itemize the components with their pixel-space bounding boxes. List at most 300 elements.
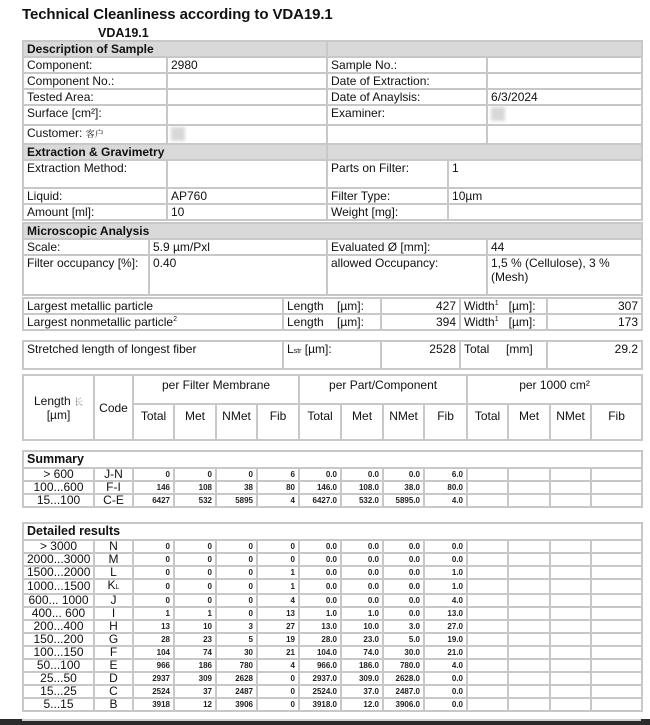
size-range: 50...100 [23,659,94,672]
microscopic-table [22,222,643,296]
part-total: 0.0 [299,540,341,553]
field-label: Weight [mg]: [327,204,448,220]
part-met: 74.0 [341,646,383,659]
lstr-label: Lstr [µm]: [283,341,381,369]
part-nmet: 30.0 [383,646,424,659]
per1000-fib [591,659,642,672]
part-fib: 0.0 [424,685,467,698]
part-met: 0.0 [341,579,383,594]
allowed-occupancy-value: 1,5 % (Cellulose), 3 % (Mesh) [487,255,642,295]
per1000-total [467,540,508,553]
report-title: Technical Cleanliness according to VDA19.1 [22,6,333,23]
filter-nmet: 30 [216,646,257,659]
filter-total: 0 [133,594,174,607]
parts-on-filter-value: 1 [448,160,642,188]
part-fib: 0.0 [424,672,467,685]
subcol-met: Met [508,404,550,440]
particle-row [23,298,642,314]
filter-fib: 0 [257,540,299,553]
field-label: Filter occupancy [%]: [23,255,149,295]
redacted-mark [491,107,505,121]
subcol-met: Met [341,404,383,440]
filter-total: 3918 [133,698,174,711]
size-code: E [94,659,133,672]
width-value: 307 [547,298,642,314]
size-code: M [94,553,133,566]
section-title: Microscopic Analysis [23,223,642,239]
customer-value [167,125,327,145]
part-fib: 0.0 [424,698,467,711]
table-row [23,494,642,507]
per1000-met [508,594,550,607]
bottom-edge [0,719,650,725]
subcol-total: Total [467,404,508,440]
evaluated-diameter-value: 44 [487,239,642,255]
per1000-total [467,620,508,633]
per1000-total [467,566,508,579]
date-extraction-value [487,73,642,89]
filter-met: 186 [174,659,216,672]
per1000-fib [591,566,642,579]
part-met: 0.0 [341,566,383,579]
part-met: 37.0 [341,685,383,698]
per1000-fib [591,553,642,566]
extraction-row [23,160,642,188]
per1000-total [467,659,508,672]
size-code: J [94,594,133,607]
filter-fib: 80 [257,481,299,494]
filter-total: 0 [133,468,174,481]
part-total: 104.0 [299,646,341,659]
part-met: 186.0 [341,659,383,672]
filter-fib: 6 [257,468,299,481]
part-fib: 4.0 [424,659,467,672]
per1000-total [467,607,508,620]
part-met: 10.0 [341,620,383,633]
size-code: L [94,566,133,579]
filter-total: 0 [133,566,174,579]
part-total: 13.0 [299,620,341,633]
part-nmet: 0.0 [383,607,424,620]
part-nmet: 0.0 [383,594,424,607]
filter-met: 0 [174,579,216,594]
per1000-fib [591,620,642,633]
per1000-met [508,579,550,594]
filter-met: 532 [174,494,216,507]
size-range: 2000...3000 [23,553,94,566]
subcol-fib: Fib [257,404,299,440]
per1000-met [508,540,550,553]
size-range: 100...600 [23,481,94,494]
part-fib: 13.0 [424,607,467,620]
per1000-fib [591,594,642,607]
largest-particles-table [22,297,643,331]
size-code: G [94,633,133,646]
total-value: 29.2 [547,341,642,369]
per1000-nmet [550,620,591,633]
part-total: 3918.0 [299,698,341,711]
part-fib: 80.0 [424,481,467,494]
amount-value: 10 [167,204,327,220]
filter-nmet: 0 [216,540,257,553]
part-met: 0.0 [341,540,383,553]
filter-fib: 0 [257,672,299,685]
total-label: Total [mm] [460,341,547,369]
filter-fib: 13 [257,607,299,620]
section-title: Extraction & Gravimetry [23,144,327,160]
filter-total: 28 [133,633,174,646]
subcol-fib: Fib [424,404,467,440]
filter-met: 0 [174,553,216,566]
microscopic-row [23,239,642,255]
part-fib: 1.0 [424,566,467,579]
description-row [23,89,642,105]
per1000-total [467,481,508,494]
per1000-met [508,659,550,672]
per1000-fib [591,646,642,659]
longest-fiber-table [22,340,643,370]
per1000-nmet [550,566,591,579]
filter-total: 966 [133,659,174,672]
part-fib: 1.0 [424,579,467,594]
part-met: 532.0 [341,494,383,507]
per1000-fib [591,607,642,620]
code-column-header: Code [94,375,133,440]
size-range: 150...200 [23,633,94,646]
description-section-header [23,41,642,57]
filter-met: 0 [174,540,216,553]
per1000-met [508,607,550,620]
field-label: Component No.: [23,73,167,89]
per1000-nmet [550,494,591,507]
part-met: 0.0 [341,553,383,566]
liquid-value: AP760 [167,188,327,204]
subcol-fib: Fib [591,404,642,440]
fiber-label: Stretched length of longest fiber [23,341,283,369]
table-row [23,607,642,620]
width-label: Width$^1$ [µm]: [460,298,547,314]
length-label: Length [µm]: [283,314,381,330]
part-nmet: 5895.0 [383,494,424,507]
subcol-nmet: NMet [383,404,424,440]
extraction-section-header [23,144,642,160]
part-fib: 6.0 [424,468,467,481]
size-code: F [94,646,133,659]
table-row [23,579,642,594]
filter-total: 1 [133,607,174,620]
filter-nmet: 0 [216,553,257,566]
length-column-header: Length 长 [µm] [23,375,94,440]
width-value: 173 [547,314,642,330]
filter-nmet: 0 [216,566,257,579]
results-header-table [22,374,643,441]
table-row [23,620,642,633]
table-row [23,566,642,579]
part-met: 0.0 [341,594,383,607]
field-label: Examiner: [327,105,487,125]
per1000-fib [591,685,642,698]
per1000-met [508,566,550,579]
filter-fib: 21 [257,646,299,659]
per1000-nmet [550,607,591,620]
size-range: 1000...1500 [23,579,94,594]
weight-value [448,204,642,220]
filter-nmet: 0 [216,594,257,607]
per1000-nmet [550,468,591,481]
subcol-nmet: NMet [550,404,591,440]
part-nmet: 3.0 [383,620,424,633]
per1000-met [508,646,550,659]
filter-fib: 1 [257,566,299,579]
size-range: 600... 1000 [23,594,94,607]
table-row [23,594,642,607]
filter-met: 10 [174,620,216,633]
field-label: Component: [23,57,167,73]
part-total: 6427.0 [299,494,341,507]
filter-nmet: 0 [216,607,257,620]
table-row [23,672,642,685]
per1000-met [508,468,550,481]
part-nmet: 3906.0 [383,698,424,711]
per1000-fib [591,633,642,646]
per1000-nmet [550,633,591,646]
part-met: 23.0 [341,633,383,646]
per1000-total [467,685,508,698]
filter-met: 0 [174,566,216,579]
size-range: > 3000 [23,540,94,553]
size-code: H [94,620,133,633]
per1000-fib [591,494,642,507]
part-nmet: 2487.0 [383,685,424,698]
table-row [23,659,642,672]
filter-total: 2937 [133,672,174,685]
subcol-nmet: NMet [216,404,257,440]
field-label: Amount [ml]: [23,204,167,220]
field-label: allowed Occupancy: [327,255,487,295]
subcol-total: Total [133,404,174,440]
length-value: 394 [381,314,460,330]
filter-fib: 1 [257,579,299,594]
description-row [23,105,642,125]
subcol-total: Total [299,404,341,440]
table-row [23,633,642,646]
summary-rows [23,468,642,507]
description-row [23,57,642,73]
surface-value [167,105,327,125]
section-title: Summary [23,451,642,468]
per1000-total [467,672,508,685]
field-label: Customer: 客户 [23,125,167,145]
field-label: Sample No.: [327,57,487,73]
per1000-met [508,494,550,507]
lstr-value: 2528 [381,341,460,369]
detailed-rows [23,540,642,711]
filter-type-value: 10µm [448,188,642,204]
part-met: 108.0 [341,481,383,494]
filter-nmet: 2487 [216,685,257,698]
part-total: 0.0 [299,468,341,481]
table-row [23,646,642,659]
tested-area-value [167,89,327,105]
size-code: F-I [94,481,133,494]
part-total: 28.0 [299,633,341,646]
size-range: 25...50 [23,672,94,685]
filter-fib: 4 [257,594,299,607]
filter-total: 6427 [133,494,174,507]
extraction-table [22,143,643,221]
size-range: 200...400 [23,620,94,633]
per1000-fib [591,468,642,481]
part-total: 0.0 [299,594,341,607]
per1000-met [508,685,550,698]
field-label: Filter Type: [327,188,448,204]
filter-total: 146 [133,481,174,494]
per1000-nmet [550,481,591,494]
part-nmet: 0.0 [383,540,424,553]
part-total: 0.0 [299,579,341,594]
per1000-fib [591,579,642,594]
extraction-method-value [167,160,327,188]
part-total: 0.0 [299,553,341,566]
summary-table [22,450,643,508]
field-label: Parts on Filter: [327,160,448,188]
size-code: C-E [94,494,133,507]
filter-nmet: 780 [216,659,257,672]
per1000-total [467,468,508,481]
description-row [23,73,642,89]
part-fib: 0.0 [424,553,467,566]
filter-nmet: 0 [216,579,257,594]
length-value: 427 [381,298,460,314]
filter-nmet: 3906 [216,698,257,711]
filter-met: 108 [174,481,216,494]
per1000-met [508,620,550,633]
part-fib: 4.0 [424,494,467,507]
part-fib: 27.0 [424,620,467,633]
part-nmet: 0.0 [383,579,424,594]
size-code: I [94,607,133,620]
filter-fib: 4 [257,494,299,507]
particle-label: Largest nonmetallic particle$^2$ [23,314,283,330]
table-row [23,540,642,553]
filter-met: 23 [174,633,216,646]
summary-section-header [23,451,642,468]
per1000-total [467,494,508,507]
per1000-met [508,553,550,566]
part-fib: 21.0 [424,646,467,659]
description-row [23,125,642,145]
filter-met: 1 [174,607,216,620]
subcol-met: Met [174,404,216,440]
filter-fib: 0 [257,698,299,711]
microscopic-row [23,255,642,295]
size-range: 5...15 [23,698,94,711]
size-code: J-N [94,468,133,481]
per1000-nmet [550,540,591,553]
results-group-header [23,375,642,404]
filter-total: 0 [133,579,174,594]
size-range: > 600 [23,468,94,481]
group-header-per1000: per 1000 cm² [467,375,642,404]
filter-fib: 19 [257,633,299,646]
part-nmet: 0.0 [383,553,424,566]
length-label: Length [µm]: [283,298,381,314]
per1000-nmet [550,553,591,566]
part-total: 0.0 [299,566,341,579]
microscopic-section-header [23,223,642,239]
per1000-total [467,633,508,646]
per1000-total [467,698,508,711]
per1000-fib [591,698,642,711]
part-nmet: 780.0 [383,659,424,672]
field-label: Tested Area: [23,89,167,105]
field-label: Surface [cm²]: [23,105,167,125]
detailed-results-table [22,522,643,712]
part-total: 966.0 [299,659,341,672]
table-row [23,468,642,481]
filter-met: 74 [174,646,216,659]
table-row [23,685,642,698]
report-subtitle: VDA19.1 [98,26,149,40]
part-total: 1.0 [299,607,341,620]
detailed-section-header [23,523,642,540]
per1000-nmet [550,579,591,594]
per1000-met [508,698,550,711]
filter-fib: 4 [257,659,299,672]
filter-met: 0 [174,468,216,481]
part-fib: 19.0 [424,633,467,646]
field-label: Date of Anaylsis: [327,89,487,105]
filter-met: 37 [174,685,216,698]
filter-fib: 0 [257,685,299,698]
scale-value: 5.9 µm/Pxl [149,239,327,255]
width-label: Width$^1$ [µm]: [460,314,547,330]
part-total: 2524.0 [299,685,341,698]
filter-total: 104 [133,646,174,659]
group-header-part: per Part/Component [299,375,467,404]
extraction-row [23,188,642,204]
per1000-nmet [550,698,591,711]
size-code: D [94,672,133,685]
part-nmet: 0.0 [383,468,424,481]
part-nmet: 2628.0 [383,672,424,685]
filter-fib: 0 [257,553,299,566]
field-label: Date of Extraction: [327,73,487,89]
part-nmet: 38.0 [383,481,424,494]
part-fib: 4.0 [424,594,467,607]
filter-nmet: 5895 [216,494,257,507]
field-label: Scale: [23,239,149,255]
per1000-total [467,594,508,607]
component-no-value [167,73,327,89]
per1000-nmet [550,672,591,685]
per1000-met [508,481,550,494]
part-nmet: 5.0 [383,633,424,646]
per1000-nmet [550,594,591,607]
filter-total: 13 [133,620,174,633]
per1000-nmet [550,659,591,672]
table-row [23,698,642,711]
table-row [23,553,642,566]
examiner-value [487,105,642,125]
per1000-total [467,646,508,659]
extraction-row [23,204,642,220]
particle-label: Largest metallic particle [23,298,283,314]
part-met: 12.0 [341,698,383,711]
size-range: 1500...2000 [23,566,94,579]
table-row [23,481,642,494]
section-title: Detailed results [23,523,642,540]
